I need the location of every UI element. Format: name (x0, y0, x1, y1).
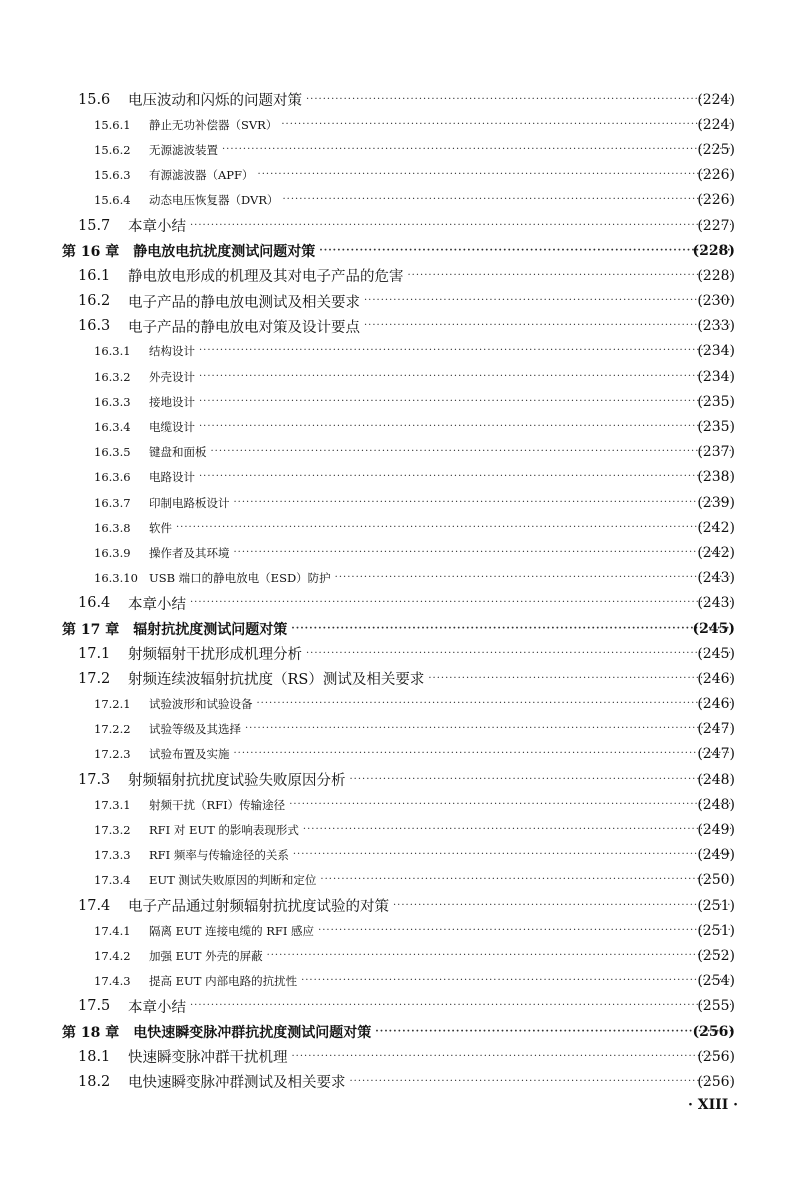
toc-entry-title: 试验波形和试验设备 (149, 697, 253, 712)
toc-entry-page: (235) (697, 419, 735, 436)
dot-leader (257, 699, 732, 709)
toc-entry-title: 射频辐射抗扰度试验失败原因分析 (128, 773, 346, 790)
toc-entry-page: (256) (697, 1048, 735, 1065)
toc-entry-number: 17.2 (78, 670, 111, 687)
toc-entry-title: 外壳设计 (149, 369, 195, 384)
toc-entry-title: 隔离 EUT 连接电缆的 RFI 感应 (149, 923, 315, 938)
dot-leader (318, 926, 731, 936)
toc-entry-number: 第 17 章 (62, 621, 120, 638)
toc-entry-page: (255) (697, 998, 735, 1015)
toc-entry-number: 16.3.9 (94, 545, 131, 560)
dot-leader (267, 951, 731, 961)
dot-leader (282, 195, 731, 205)
toc-entry-page: (249) (697, 847, 735, 864)
toc-entry (0, 314, 793, 339)
toc-entry-page: (225) (697, 141, 735, 158)
toc-entry (0, 792, 793, 817)
toc-entry (0, 1069, 793, 1094)
toc-entry-page: (242) (697, 544, 735, 561)
toc-entry-number: 16.2 (78, 293, 111, 310)
toc-entry-title: 射频连续波辐射抗扰度（RS）测试及相关要求 (128, 672, 425, 689)
toc-entry-page: (251) (697, 897, 735, 914)
toc-entry-number: 17.4 (78, 897, 111, 914)
toc-entry (0, 540, 793, 565)
toc-entry-page: (235) (697, 393, 735, 410)
toc-entry-title: 键盘和面板 (149, 445, 207, 460)
toc-entry-title: 印制电路板设计 (149, 495, 230, 510)
toc-entry-number: 17.3.2 (94, 823, 131, 838)
dot-leader (176, 523, 731, 533)
dot-leader (234, 548, 732, 558)
toc-entry-number: 16.3.8 (94, 520, 131, 535)
toc-entry (0, 591, 793, 616)
dot-leader (289, 800, 731, 810)
toc-entry-title: 本章小结 (128, 219, 186, 236)
dot-leader (199, 372, 731, 382)
toc-entry-title: 电子产品通过射频辐射抗扰度试验的对策 (128, 899, 389, 916)
toc-entry-page: (228) (692, 242, 735, 259)
dot-leader (335, 573, 731, 583)
toc-entry-page: (249) (697, 822, 735, 839)
toc-entry-number: 18.2 (78, 1073, 111, 1090)
toc-entry-page: (237) (697, 444, 735, 461)
toc-entry (0, 490, 793, 515)
toc-entry-title: 静止无功补偿器（SVR） (149, 117, 278, 132)
dot-leader (292, 1052, 732, 1062)
toc-entry-page: (245) (697, 645, 735, 662)
toc-entry (0, 137, 793, 162)
toc-entry-number: 17.3.1 (94, 797, 131, 812)
toc-entry (0, 263, 793, 288)
dot-leader (190, 598, 731, 608)
toc-entry-page: (245) (692, 620, 735, 637)
dot-leader (281, 120, 731, 130)
dot-leader (234, 749, 732, 759)
dot-leader (306, 95, 731, 105)
toc-entry-number: 15.6.4 (94, 193, 131, 208)
toc-entry (0, 213, 793, 238)
toc-entry-page: (234) (697, 368, 735, 385)
dot-leader (211, 447, 732, 457)
toc-entry-page: (252) (697, 947, 735, 964)
toc-entry (0, 918, 793, 943)
toc-entry-title: 电缆设计 (149, 420, 195, 435)
toc-entry (0, 969, 793, 994)
toc-entry-page: (250) (697, 872, 735, 889)
toc-entry-title: 电快速瞬变脉冲群测试及相关要求 (128, 1075, 346, 1092)
toc-entry (0, 440, 793, 465)
toc-entry-number: 16.3.10 (94, 571, 138, 586)
page-number-footer: · XIII · (687, 1097, 738, 1113)
toc-entry-page: (248) (697, 771, 735, 788)
toc-entry-title: RFI 对 EUT 的影响表现形式 (149, 823, 299, 838)
toc-entry-number: 15.6.2 (94, 142, 131, 157)
toc-entry-page: (247) (697, 746, 735, 763)
toc-entry-title: 静电放电形成的机理及其对电子产品的危害 (128, 269, 404, 286)
dot-leader (375, 1027, 731, 1037)
toc-entry-number: 17.2.3 (94, 747, 131, 762)
toc-entry-number: 16.3.7 (94, 495, 131, 510)
toc-entry-page: (230) (697, 293, 735, 310)
dot-leader (350, 1077, 732, 1087)
toc-entry (0, 1044, 793, 1069)
toc-entry-title: 加强 EUT 外壳的屏蔽 (149, 948, 263, 963)
toc-entry-page: (224) (697, 116, 735, 133)
toc-entry-number: 第 16 章 (62, 243, 120, 260)
dot-leader (258, 170, 731, 180)
dot-leader (190, 221, 731, 231)
toc-entry (0, 994, 793, 1019)
toc-entry-page: (227) (697, 217, 735, 234)
toc-entry-title: EUT 测试失败原因的判断和定位 (149, 873, 317, 888)
dot-leader (245, 724, 731, 734)
toc-entry-page: (246) (697, 696, 735, 713)
dot-leader (408, 271, 732, 281)
toc-entry-number: 第 18 章 (62, 1024, 120, 1041)
toc-entry-number: 17.4.3 (94, 974, 131, 989)
dot-leader (190, 1001, 731, 1011)
toc-entry-page: (243) (697, 570, 735, 587)
toc-entry-title: 结构设计 (149, 344, 195, 359)
dot-leader (320, 875, 731, 885)
toc-entry-number: 17.2.1 (94, 697, 131, 712)
toc-entry (0, 817, 793, 842)
toc-entry-number: 16.3.5 (94, 445, 131, 460)
toc-entry-number: 18.1 (78, 1048, 111, 1065)
dot-leader (364, 321, 731, 331)
toc-entry-title: 射频辐射干扰形成机理分析 (128, 647, 302, 664)
toc-entry-title: 电子产品的静电放电对策及设计要点 (128, 319, 360, 336)
dot-leader (199, 397, 731, 407)
toc-entry-title: 软件 (149, 520, 172, 535)
toc-entry-number: 16.4 (78, 595, 111, 612)
toc-entry-number: 16.3 (78, 318, 111, 335)
toc-entry-title: 电快速瞬变脉冲群抗扰度测试问题对策 (133, 1024, 372, 1041)
toc-entry-number: 15.6.1 (94, 117, 131, 132)
toc-entry (0, 364, 793, 389)
dot-leader (301, 976, 731, 986)
toc-entry (0, 465, 793, 490)
toc-entry (0, 868, 793, 893)
dot-leader (199, 346, 731, 356)
toc-entry (0, 566, 793, 591)
toc-entry-page: (256) (697, 1073, 735, 1090)
toc-entry-number: 16.3.6 (94, 470, 131, 485)
toc-entry-title: 无源滤波装置 (149, 142, 218, 157)
toc-entry (0, 87, 793, 112)
toc-entry-page: (256) (692, 1023, 735, 1040)
dot-leader (428, 674, 731, 684)
toc-entry-number: 17.1 (78, 645, 111, 662)
toc-entry-title: 操作者及其环境 (149, 545, 230, 560)
toc-entry (0, 188, 793, 213)
toc-entry-page: (242) (697, 519, 735, 536)
toc-entry (0, 414, 793, 439)
toc-entry (0, 616, 793, 641)
toc-entry-number: 16.3.1 (94, 344, 131, 359)
toc-entry-title: 电压波动和闪烁的问题对策 (128, 93, 302, 110)
toc-entry (0, 163, 793, 188)
toc-entry-title: USB 端口的静电放电（ESD）防护 (149, 571, 331, 586)
toc-entry-page: (247) (697, 721, 735, 738)
dot-leader (319, 246, 731, 256)
toc-entry (0, 717, 793, 742)
toc-entry-title: 本章小结 (128, 596, 186, 613)
toc-entry (0, 692, 793, 717)
dot-leader (303, 825, 731, 835)
toc-entry-page: (238) (697, 469, 735, 486)
toc-entry (0, 893, 793, 918)
toc-entry (0, 1019, 793, 1044)
toc-entry-title: 动态电压恢复器（DVR） (149, 193, 279, 208)
toc-entry (0, 666, 793, 691)
toc-entry-number: 16.1 (78, 267, 111, 284)
toc-entry-title: 接地设计 (149, 394, 195, 409)
toc-entry-title: 提高 EUT 内部电路的抗扰性 (149, 974, 298, 989)
toc-entry-page: (224) (697, 91, 735, 108)
toc-entry-page: (226) (697, 192, 735, 209)
toc-entry-page: (243) (697, 595, 735, 612)
toc-entry (0, 767, 793, 792)
dot-leader (291, 624, 731, 634)
toc-entry-page: (246) (697, 670, 735, 687)
toc-entry (0, 641, 793, 666)
toc-entry (0, 289, 793, 314)
dot-leader (393, 901, 731, 911)
dot-leader (199, 472, 731, 482)
toc-entry (0, 238, 793, 263)
toc-entry-title: 有源滤波器（APF） (149, 168, 254, 183)
dot-leader (234, 498, 732, 508)
toc-entry-title: 射频干扰（RFI）传输途径 (149, 797, 286, 812)
toc-entry-title: 试验布置及实施 (149, 747, 230, 762)
toc-entry-title: 静电放电抗扰度测试问题对策 (133, 243, 316, 260)
dot-leader (222, 145, 731, 155)
toc-entry-page: (251) (697, 922, 735, 939)
toc-entry-page: (248) (697, 796, 735, 813)
toc-entry (0, 843, 793, 868)
toc-entry-title: 本章小结 (128, 999, 186, 1016)
toc-entry-page: (228) (697, 267, 735, 284)
toc-entry-title: 电子产品的静电放电测试及相关要求 (128, 294, 360, 311)
dot-leader (306, 649, 731, 659)
toc-entry-number: 17.4.2 (94, 948, 131, 963)
dot-leader (350, 775, 732, 785)
toc-entry-number: 17.5 (78, 998, 111, 1015)
toc-entry-title: RFI 频率与传输途径的关系 (149, 848, 289, 863)
toc-entry-number: 16.3.2 (94, 369, 131, 384)
toc-entry-page: (234) (697, 343, 735, 360)
toc-entry-number: 15.6 (78, 91, 111, 108)
toc-entry (0, 389, 793, 414)
toc-entry (0, 112, 793, 137)
toc-entry (0, 943, 793, 968)
toc-entry-page: (239) (697, 494, 735, 511)
toc-entry-number: 17.3.4 (94, 873, 131, 888)
toc-entry-title: 电路设计 (149, 470, 195, 485)
toc-entry-number: 15.7 (78, 217, 111, 234)
toc-entry-title: 快速瞬变脉冲群干扰机理 (128, 1050, 288, 1067)
toc-entry-number: 16.3.3 (94, 394, 131, 409)
toc-entry-number: 15.6.3 (94, 168, 131, 183)
dot-leader (293, 850, 731, 860)
toc-entry-number: 17.3.3 (94, 848, 131, 863)
toc-entry-number: 17.4.1 (94, 923, 131, 938)
toc-entry-page: (226) (697, 167, 735, 184)
toc-entry-page: (233) (697, 318, 735, 335)
dot-leader (364, 296, 731, 306)
toc-entry-number: 17.2.2 (94, 722, 131, 737)
dot-leader (199, 422, 731, 432)
toc-entry-title: 试验等级及其选择 (149, 722, 241, 737)
toc-entry-title: 辐射抗扰度测试问题对策 (133, 621, 288, 638)
toc-entry (0, 742, 793, 767)
toc-entry (0, 515, 793, 540)
toc-entry-number: 17.3 (78, 771, 111, 788)
toc-entry (0, 339, 793, 364)
toc-entry-page: (254) (697, 973, 735, 990)
toc-entry-number: 16.3.4 (94, 420, 131, 435)
table-of-contents (0, 87, 793, 1095)
